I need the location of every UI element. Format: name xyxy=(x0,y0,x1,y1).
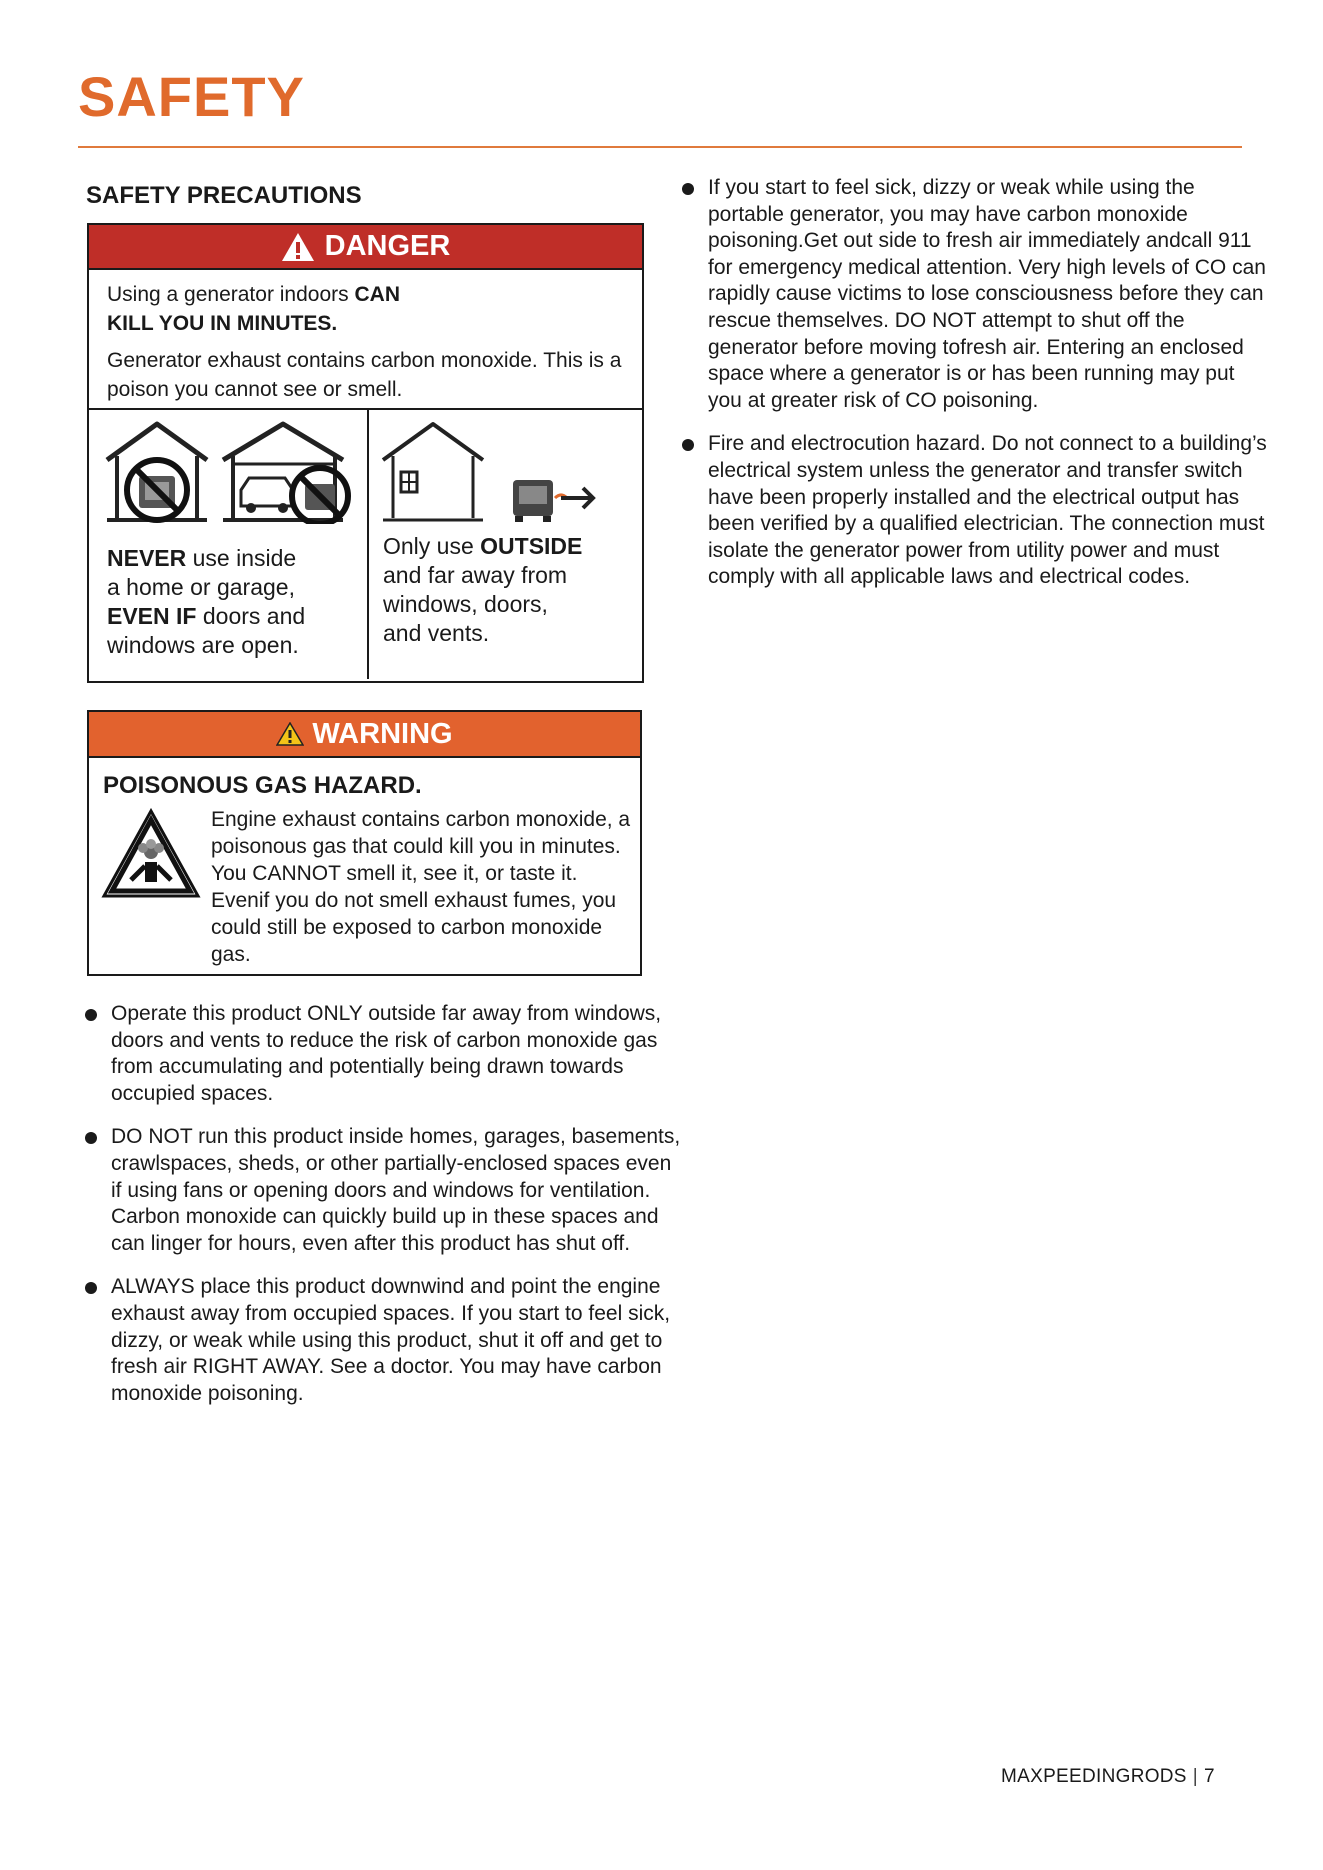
list-item: If you start to feel sick, dizzy or weak while using the portable generator, you may have carbon monoxide poisoning.Get out side to fresh air immediately andcall 911 for emergency medical attention. Very high levels of CO can rapidly cause victims to lose consciousness before they can rescue themselves. DO NOT attempt to shut off the generator before moving tofresh air. Entering an enclosed space where a generator is or has been running may put you at greater risk of CO poisoning. xyxy=(682,175,1272,414)
title-divider xyxy=(78,146,1242,148)
danger-panels xyxy=(89,410,642,679)
warning-body: Engine exhaust contains carbon monoxide, a poisonous gas that could kill you in minutes. You CANNOT smell it, see it, or taste it. Evenif you do not smell exhaust fumes, you could still be exposed to carbon monoxide gas. xyxy=(211,808,631,966)
footer-separator: | xyxy=(1192,1766,1199,1787)
never-indoors-caption: NEVER use inside a home or garage, EVEN IF doors and windows are open. xyxy=(107,545,306,658)
list-item: DO NOT run this product inside homes, garages, basements, crawlspaces, sheds, or other partially-enclosed spaces even if using fans or opening doors and windows for ventilation. Carbon monoxide can quickly build up in these spaces and can linger for hours, even after this product has shut off. xyxy=(85,1124,685,1257)
bullet-dot-icon xyxy=(85,1009,97,1021)
list-item: Fire and electrocution hazard. Do not connect to a building’s electrical system unless the generator and transfer switch have been properly installed and the electrical output has been verified by a qualified electrician. The connection must isolate the generator power from utility power and must comply with all applicable laws and electrical codes. xyxy=(682,431,1272,591)
page-title: SAFETY xyxy=(78,65,305,128)
warning-header xyxy=(89,712,640,758)
danger-box xyxy=(87,223,644,683)
section-heading: SAFETY PRECAUTIONS xyxy=(86,182,362,209)
bullet-dot-icon xyxy=(682,183,694,195)
danger-alert-icon xyxy=(281,232,315,262)
bullet-dot-icon xyxy=(85,1132,97,1144)
outside-only-caption: Only use OUTSIDE and far away from windows, doors, and vents. xyxy=(383,533,583,646)
danger-header xyxy=(89,225,642,270)
toxic-gas-hazard-icon xyxy=(101,808,201,900)
warning-label: WARNING xyxy=(312,717,453,750)
danger-paragraph: Generator exhaust contains carbon monoxide. This is a poison you cannot see or smell. xyxy=(107,349,622,401)
left-bullet-list xyxy=(85,1001,685,1424)
danger-statement: Using a generator indoors CAN KILL YOU IN MINUTES. xyxy=(107,283,400,335)
warning-box xyxy=(87,710,642,976)
page-number: 7 xyxy=(1204,1766,1215,1787)
footer-brand: MAXPEEDINGRODS xyxy=(1001,1766,1187,1787)
list-item: Operate this product ONLY outside far away from windows, doors and vents to reduce the risk of carbon monoxide gas from accumulating and potentially being drawn towards occupied spaces. xyxy=(85,1001,685,1107)
bullet-dot-icon xyxy=(85,1282,97,1294)
list-item: ALWAYS place this product downwind and point the engine exhaust away from occupied spaces. If you start to feel sick, dizzy, or weak while using this product, shut it off and get to fresh air RIGHT AWAY. See a doctor. You may have carbon monoxide poisoning. xyxy=(85,1274,685,1407)
danger-text xyxy=(89,270,642,410)
house-outline-icon xyxy=(379,420,489,524)
danger-label: DANGER xyxy=(324,230,451,262)
generator-outdoor-icon xyxy=(509,474,599,524)
right-bullet-list xyxy=(682,175,1272,608)
page-footer xyxy=(1001,1766,1215,1788)
garage-prohibited-icon xyxy=(219,420,359,524)
bullet-dot-icon xyxy=(682,439,694,451)
warning-triangle-icon xyxy=(276,722,304,746)
never-indoors-panel xyxy=(89,410,369,679)
warning-subheading: POISONOUS GAS HAZARD. xyxy=(103,772,422,799)
outside-only-panel xyxy=(369,410,642,679)
house-prohibited-icon xyxy=(103,420,211,524)
